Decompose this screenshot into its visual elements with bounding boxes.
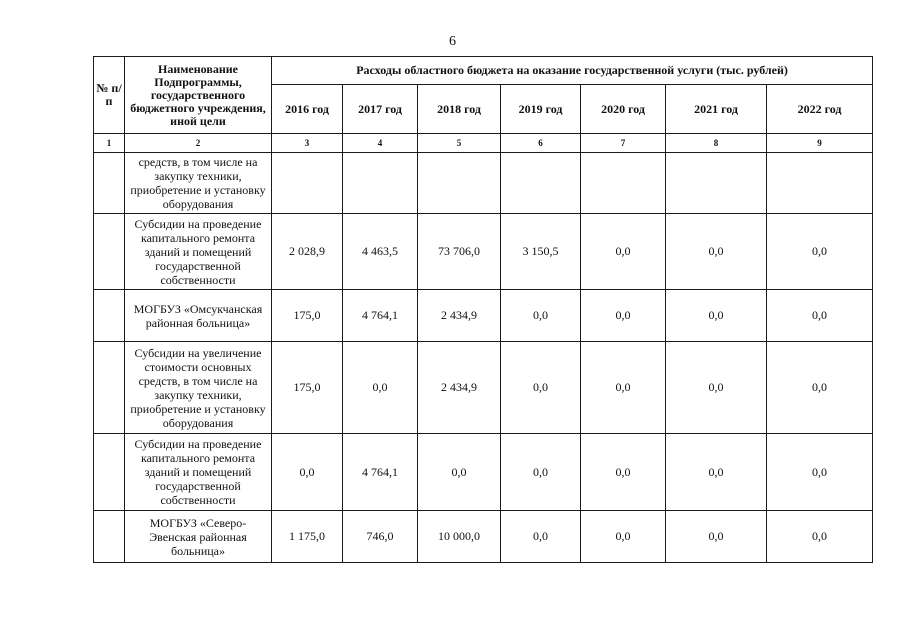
header-year-2017: 2017 год bbox=[343, 85, 418, 134]
header-year-2021: 2021 год bbox=[666, 85, 767, 134]
value-2018 bbox=[418, 153, 501, 214]
row-name: МОГБУЗ «Северо-Эвенская районная больница» bbox=[125, 511, 272, 563]
value-2022: 0,0 bbox=[767, 342, 873, 434]
column-number: 7 bbox=[581, 134, 666, 153]
table-row bbox=[94, 153, 873, 214]
row-name: Субсидии на проведение капитального ремонта зданий и помещений государственной собственности bbox=[125, 214, 272, 290]
column-number: 6 bbox=[501, 134, 581, 153]
value-2018: 2 434,9 bbox=[418, 342, 501, 434]
value-2019: 3 150,5 bbox=[501, 214, 581, 290]
row-num bbox=[94, 434, 125, 511]
value-2021: 0,0 bbox=[666, 214, 767, 290]
value-2018: 2 434,9 bbox=[418, 290, 501, 342]
value-2017 bbox=[343, 153, 418, 214]
row-name: МОГБУЗ «Омсукчанская районная больница» bbox=[125, 290, 272, 342]
value-2017: 4 463,5 bbox=[343, 214, 418, 290]
header-year-2019: 2019 год bbox=[501, 85, 581, 134]
column-number: 5 bbox=[418, 134, 501, 153]
value-2016: 0,0 bbox=[272, 434, 343, 511]
value-2022 bbox=[767, 153, 873, 214]
value-2016: 175,0 bbox=[272, 290, 343, 342]
value-2020: 0,0 bbox=[581, 342, 666, 434]
row-num bbox=[94, 342, 125, 434]
column-number: 1 bbox=[94, 134, 125, 153]
value-2018: 73 706,0 bbox=[418, 214, 501, 290]
value-2022: 0,0 bbox=[767, 511, 873, 563]
table-row bbox=[94, 511, 873, 563]
value-2022: 0,0 bbox=[767, 434, 873, 511]
header-name: Наименование Подпрограммы, государственного бюджетного учреждения, иной цели bbox=[125, 57, 272, 134]
value-2020: 0,0 bbox=[581, 434, 666, 511]
page-number: 6 bbox=[449, 34, 456, 49]
value-2019: 0,0 bbox=[501, 511, 581, 563]
value-2021: 0,0 bbox=[666, 342, 767, 434]
header-year-2020: 2020 год bbox=[581, 85, 666, 134]
value-2016: 175,0 bbox=[272, 342, 343, 434]
table-row bbox=[94, 290, 873, 342]
value-2018: 0,0 bbox=[418, 434, 501, 511]
value-2021: 0,0 bbox=[666, 434, 767, 511]
row-num bbox=[94, 214, 125, 290]
header-expenses: Расходы областного бюджета на оказание государственной услуги (тыс. рублей) bbox=[272, 57, 873, 85]
value-2021: 0,0 bbox=[666, 290, 767, 342]
value-2019: 0,0 bbox=[501, 434, 581, 511]
value-2019: 0,0 bbox=[501, 342, 581, 434]
value-2019: 0,0 bbox=[501, 290, 581, 342]
row-name: Субсидии на проведение капитального ремонта зданий и помещений государственной собственности bbox=[125, 434, 272, 511]
value-2021 bbox=[666, 153, 767, 214]
value-2020: 0,0 bbox=[581, 214, 666, 290]
column-number: 4 bbox=[343, 134, 418, 153]
column-number: 2 bbox=[125, 134, 272, 153]
column-number: 8 bbox=[666, 134, 767, 153]
row-num bbox=[94, 153, 125, 214]
value-2021: 0,0 bbox=[666, 511, 767, 563]
value-2017: 4 764,1 bbox=[343, 290, 418, 342]
row-num bbox=[94, 511, 125, 563]
value-2017: 746,0 bbox=[343, 511, 418, 563]
value-2019 bbox=[501, 153, 581, 214]
value-2020: 0,0 bbox=[581, 290, 666, 342]
header-year-2018: 2018 год bbox=[418, 85, 501, 134]
value-2016 bbox=[272, 153, 343, 214]
header-num: № п/п bbox=[94, 57, 125, 134]
row-num bbox=[94, 290, 125, 342]
table-row bbox=[94, 434, 873, 511]
value-2017: 0,0 bbox=[343, 342, 418, 434]
column-number: 9 bbox=[767, 134, 873, 153]
header-year-2022: 2022 год bbox=[767, 85, 873, 134]
value-2020 bbox=[581, 153, 666, 214]
value-2020: 0,0 bbox=[581, 511, 666, 563]
row-name: Субсидии на увеличение стоимости основных средств, в том числе на закупку техники, приобретение и установку оборудования bbox=[125, 342, 272, 434]
column-number: 3 bbox=[272, 134, 343, 153]
value-2016: 2 028,9 bbox=[272, 214, 343, 290]
value-2017: 4 764,1 bbox=[343, 434, 418, 511]
value-2018: 10 000,0 bbox=[418, 511, 501, 563]
table-row bbox=[94, 342, 873, 434]
header-year-2016: 2016 год bbox=[272, 85, 343, 134]
row-name: средств, в том числе на закупку техники, приобретение и установку оборудования bbox=[125, 153, 272, 214]
value-2022: 0,0 bbox=[767, 290, 873, 342]
table-row bbox=[94, 214, 873, 290]
value-2016: 1 175,0 bbox=[272, 511, 343, 563]
budget-table bbox=[93, 56, 873, 563]
value-2022: 0,0 bbox=[767, 214, 873, 290]
